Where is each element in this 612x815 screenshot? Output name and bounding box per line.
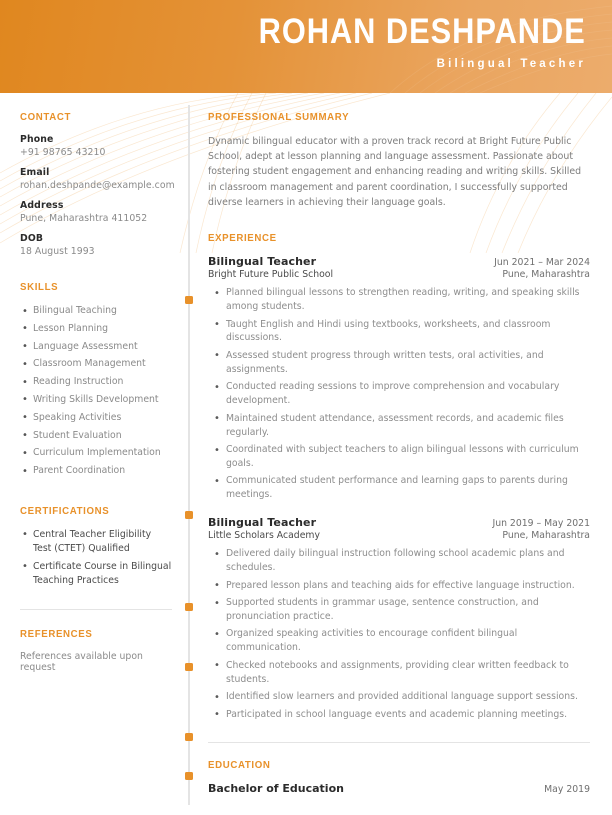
divider-marker-icon [185,663,193,671]
list-item: • Participated in school language events and academic planning meetings. [212,708,590,722]
list-item: • Classroom Management [20,357,172,371]
job-location: Pune, Maharashtra [502,530,590,542]
contact-section [20,111,175,257]
skills-section [20,281,172,479]
list-item: • Supported students in grammar usage, sentence construction, and pronunciation practice. [212,596,590,624]
summary-text: Dynamic bilingual educator with a proven track record at Bright Future Public School, adept at lesson planning and language assessment. Passionate about fostering student engagement and enhancing reading and writing skills. Skilled in classroom management and parent coordination, I successfully supported diverse learners in achieving their language goals. [208,136,582,208]
list-item: • Checked notebooks and assignments, providing clear written feedback to students. [212,659,590,687]
contact-heading: CONTACT [20,111,72,123]
education-entry [208,782,590,795]
job-bullet-list [212,286,590,502]
education-degree: Bachelor of Education [208,781,344,795]
job-date: Jun 2019 – May 2021 [492,518,590,530]
experience-heading: EXPERIENCE [208,232,277,245]
contact-item-email [20,167,175,191]
divider-marker-icon [185,603,193,611]
list-item: • Curriculum Implementation [20,446,172,460]
list-item: • Identified slow learners and provided additional language support sessions. [212,690,590,704]
list-item: • Lesson Planning [20,322,172,336]
list-item: • Communicated student performance and learning gaps to parents during meetings. [212,474,590,502]
experience-entry [208,516,590,721]
job-title: Bilingual Teacher [208,255,317,269]
job-organization: Bright Future Public School [208,269,334,281]
divider-marker-icon [185,733,193,741]
contact-label: Phone [20,134,54,145]
certifications-section [20,505,172,589]
references-heading: REFERENCES [20,627,93,640]
list-item: • Writing Skills Development [20,393,172,407]
divider-marker-icon [185,511,193,519]
list-item: • Taught English and Hindi using textbooks, worksheets, and classroom discussions. [212,318,590,346]
certifications-list [20,528,172,589]
contact-item-phone [20,134,172,158]
list-item: • Bilingual Teaching [20,304,172,318]
main-content [196,111,612,815]
list-item: • Coordinated with subject teachers to align bilingual lessons with curriculum goals. [212,443,590,471]
references-text: References available upon request [20,650,143,673]
summary-heading: PROFESSIONAL SUMMARY [208,111,350,123]
experience-title-row [208,516,590,529]
list-item: • Certificate Course in Bilingual Teaching Practices [20,560,172,589]
contact-item-dob [20,233,172,257]
references-section [20,628,172,673]
education-section [208,759,590,795]
contact-value: +91 98765 43210 [20,147,106,158]
page-title: ROHAN DESHPANDE [258,12,586,51]
list-item: • Central Teacher Eligibility Test (CTET) Qualified [20,528,172,557]
sidebar-divider [20,609,172,610]
job-bullet-list [212,547,590,721]
skills-list [20,304,172,479]
list-item: • Assessed student progress through written tests, oral activities, and assignments. [212,349,590,377]
job-date: Jun 2021 – Mar 2024 [494,257,590,269]
experience-org-row [208,269,590,280]
education-heading: EDUCATION [208,758,271,771]
job-location: Pune, Maharashtra [502,269,590,281]
list-item: • Organized speaking activities to encourage confident bilingual communication. [212,627,590,655]
column-divider [182,111,196,815]
experience-section [208,232,590,721]
list-item: • Planned bilingual lessons to strengthen reading, writing, and speaking skills among students. [212,286,590,314]
contact-value: rohan.deshpande@example.com [20,180,175,191]
resume-header [0,0,612,93]
contact-label: DOB [20,233,44,244]
job-title: Bilingual Teacher [208,516,317,530]
list-item: • Delivered daily bilingual instruction following school academic plans and schedules. [212,547,590,575]
contact-label: Address [20,200,64,211]
list-item: • Speaking Activities [20,411,172,425]
divider-marker-icon [185,772,193,780]
contact-value: 18 August 1993 [20,246,95,257]
divider-marker-icon [185,296,193,304]
list-item: • Maintained student attendance, assessment records, and academic files regularly. [212,412,590,440]
contact-label: Email [20,167,50,178]
resume-body [0,93,612,815]
skills-heading: SKILLS [20,281,59,293]
list-item: • Parent Coordination [20,464,172,478]
experience-org-row [208,530,590,541]
experience-title-row [208,255,590,268]
contact-item-address [20,200,172,224]
list-item: • Conducted reading sessions to improve comprehension and vocabulary development. [212,380,590,408]
list-item: • Language Assessment [20,340,172,354]
experience-entry [208,255,590,502]
divider-line [188,105,190,805]
list-item: • Prepared lesson plans and teaching aids for effective language instruction. [212,579,590,593]
education-date: May 2019 [544,783,590,795]
contact-value: Pune, Maharashtra 411052 [20,213,148,224]
list-item: • Student Evaluation [20,429,172,443]
summary-section [208,111,590,210]
certifications-heading: CERTIFICATIONS [20,504,110,517]
job-organization: Little Scholars Academy [208,530,320,542]
sidebar [0,111,182,815]
main-divider [208,742,590,743]
job-subtitle: Bilingual Teacher [436,58,586,70]
list-item: • Reading Instruction [20,375,172,389]
